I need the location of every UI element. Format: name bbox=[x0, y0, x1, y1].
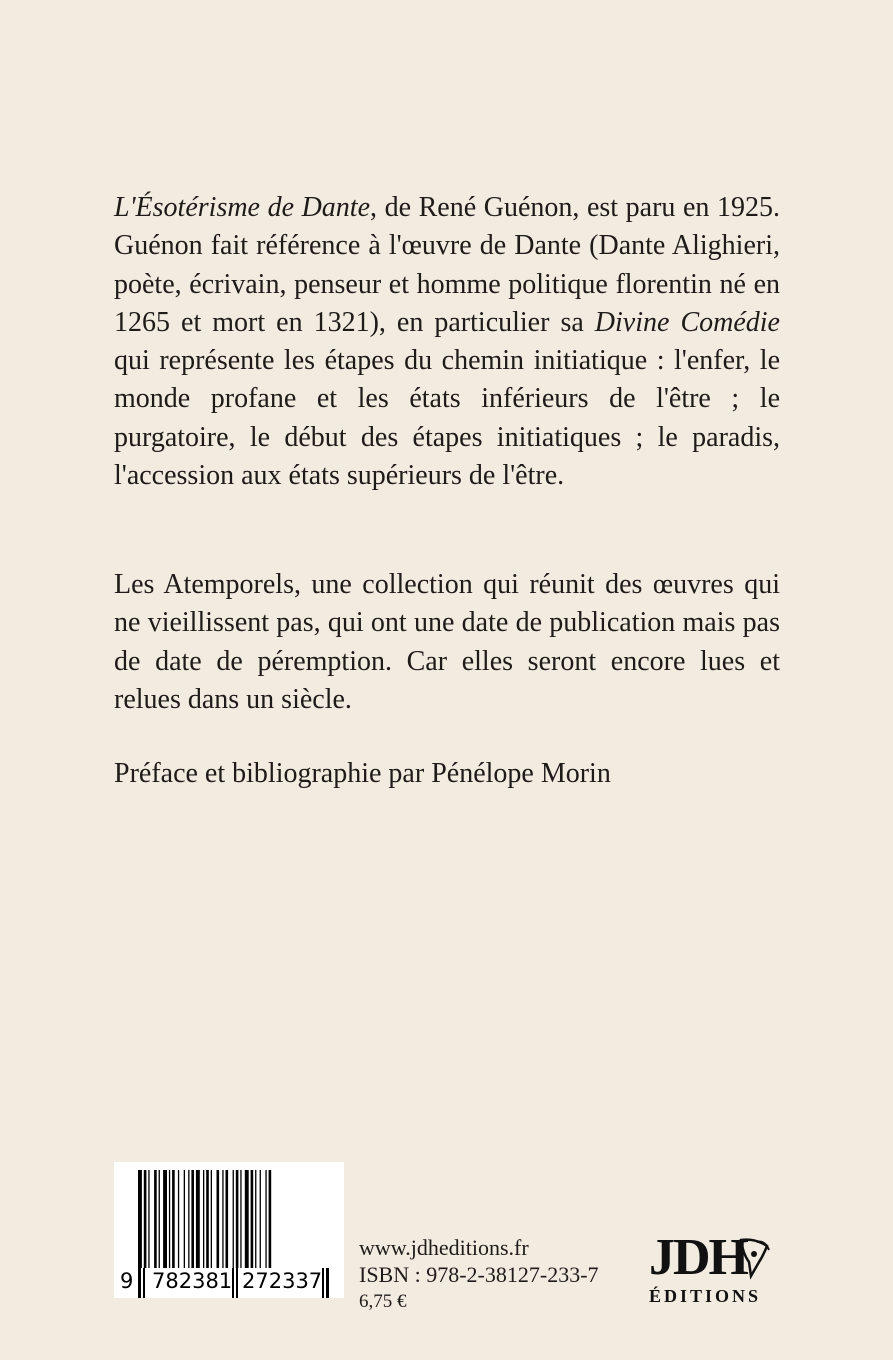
isbn: ISBN : 978-2-38127-233-7 bbox=[359, 1262, 599, 1287]
website-link[interactable]: www.jdheditions.fr bbox=[359, 1235, 529, 1260]
barcode-first-digit: 9 bbox=[120, 1269, 134, 1293]
credits-line: Préface et bibliographie par Pénélope Morin bbox=[114, 758, 611, 789]
barcode-icon bbox=[114, 1162, 344, 1298]
barcode-group-1: 782381 bbox=[152, 1269, 233, 1293]
description-paragraph-2: Les Atemporels, une collection qui réunit des œuvres qui ne vieillissent pas, qui ont une date de publication mais pas de date de péremption. Car elles seront encore lues et relues dans un siècle. bbox=[114, 569, 780, 715]
barcode bbox=[114, 1162, 344, 1298]
publisher-logo bbox=[649, 1230, 774, 1310]
price: 6,75 € bbox=[359, 1291, 407, 1312]
pen-nib-icon bbox=[737, 1236, 773, 1280]
description-text: , de René Guénon, est paru en 1925. Guénon fait référence à l'œuvre de Dante (Dante Alighieri, poète, écrivain, penseur et homme politique florentin né en 1265 et mort en 1321), en particulier sa bbox=[114, 192, 781, 338]
logo-subtitle: ÉDITIONS bbox=[649, 1286, 762, 1306]
description-text: qui représente les étapes du chemin initiatique : l'enfer, le monde profane et les états inférieurs de l'être ; le purgatoire, le début des étapes initiatiques ; le paradis, l'accession aux états supérieurs de l'être. bbox=[114, 345, 780, 492]
imprint bbox=[359, 1234, 599, 1315]
logo-mark: JDH bbox=[649, 1229, 747, 1286]
book-title: L'Ésotérisme de Dante bbox=[114, 192, 371, 223]
work-title: Divine Comédie bbox=[594, 306, 780, 338]
barcode-group-2: 272337 bbox=[242, 1269, 323, 1293]
description-paragraph-1 bbox=[114, 189, 780, 495]
